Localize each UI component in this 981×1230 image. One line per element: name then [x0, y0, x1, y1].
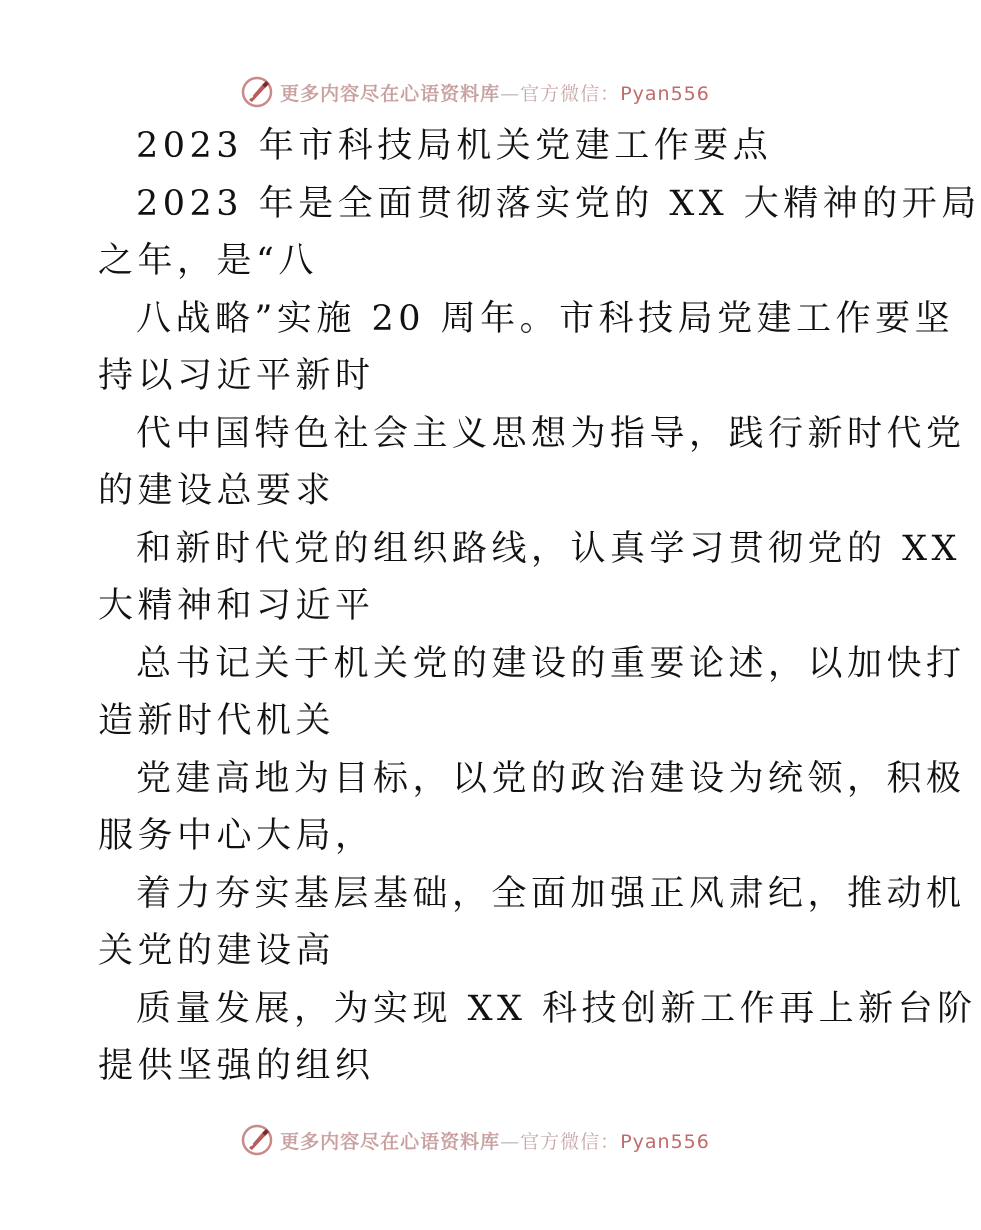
text-line: 总书记关于机关党的建设的重要论述，以加快打 [136, 643, 966, 684]
pen-logo-icon [240, 1123, 274, 1157]
document-body [98, 118, 981, 1096]
text-line: 质量发展，为实现 XX 科技创新工作再上新台阶 [136, 988, 977, 1029]
pen-logo-icon [240, 75, 274, 109]
header-watermark [0, 72, 950, 112]
watermark-text: 更多内容尽在心语资料库—官方微信：Pyan556 [280, 82, 710, 105]
watermark-text: 更多内容尽在心语资料库—官方微信：Pyan556 [280, 1130, 710, 1153]
text-line: 持以习近平新时 [98, 356, 375, 396]
text-line: 2023 年市科技局机关党建工作要点 [136, 126, 773, 166]
text-line: 和新时代党的组织路线，认真学习贯彻党的 XX [136, 528, 961, 569]
text-line: 大精神和习近平 [98, 586, 375, 626]
text-line: 党建高地为目标，以党的政治建设为统领，积极 [136, 758, 966, 799]
text-line: 八战略”实施 20 周年。市科技局党建工作要坚 [136, 298, 955, 339]
text-line: 着力夯实基层基础，全面加强正风肃纪，推动机 [136, 873, 966, 914]
text-line: 提供坚强的组织 [98, 1046, 375, 1086]
text-line: 服务中心大局， [98, 816, 375, 856]
text-line: 之年，是“八 [98, 241, 318, 281]
text-line: 关党的建设高 [98, 931, 336, 971]
text-line: 2023 年是全面贯彻落实党的 XX 大精神的开局 [136, 183, 981, 224]
footer-watermark [0, 1120, 950, 1160]
text-line: 代中国特色社会主义思想为指导，践行新时代党 [136, 413, 966, 454]
text-line: 造新时代机关 [98, 701, 336, 741]
text-line: 的建设总要求 [98, 471, 336, 511]
